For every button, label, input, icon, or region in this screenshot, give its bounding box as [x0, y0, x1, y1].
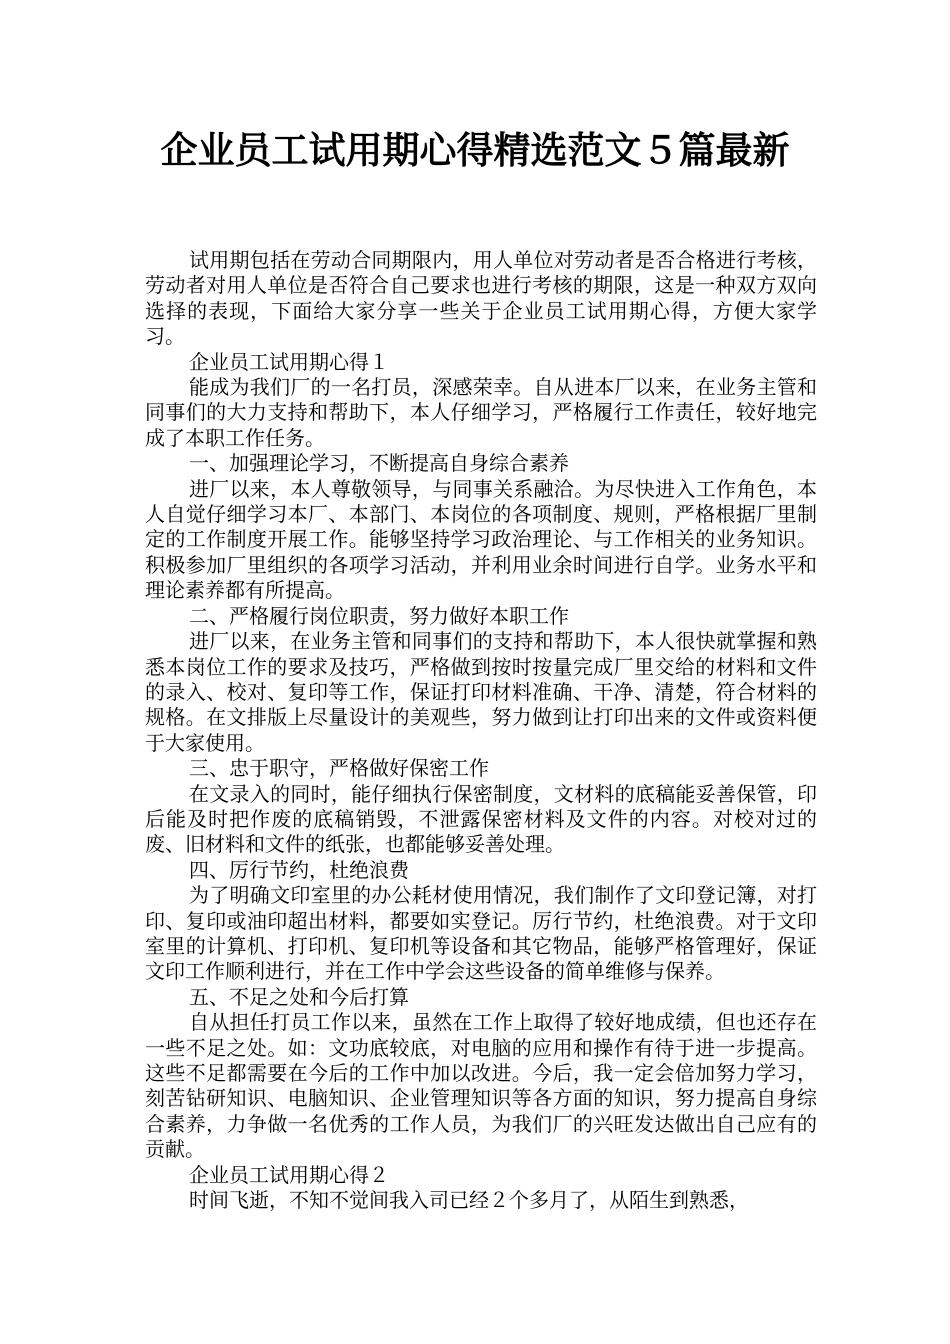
section-heading: 企业员工试用期心得２: [189, 1162, 389, 1187]
section-heading: 企业员工试用期心得１: [189, 349, 389, 374]
subsection-heading: 五、不足之处和今后打算: [189, 984, 409, 1009]
subsection-heading: 四、厉行节约，杜绝浪费: [189, 857, 409, 882]
intro-paragraph: 试用期包括在劳动合同期限内，用人单位对劳动者是否合格进行考核，劳动者对用人单位是否符合自己要求也进行考核的期限，这是一种双方双向选择的表现，下面给大家分享一些关于企业员工试用期心得，方便大家学习。: [145, 248, 817, 349]
document-title: 企业员工试用期心得精选范文５篇最新: [160, 129, 790, 172]
body-paragraph: 进厂以来，在业务主管和同事们的支持和帮助下，本人很快就掌握和熟悉本岗位工作的要求及技巧，严格做到按时按量完成厂里交给的材料和文件的录入、校对、复印等工作，保证打印材料准确、干净、清楚，符合材料的规格。在文排版上尽量设计的美观些，努力做到让打印出来的文件或资料便于大家使用。: [145, 629, 817, 755]
subsection-heading: 二、严格履行岗位职责，努力做好本职工作: [189, 603, 569, 628]
body-paragraph: 能成为我们厂的一名打员，深感荣幸。自从进本厂以来，在业务主管和同事们的大力支持和帮助下，本人仔细学习，严格履行工作责任，较好地完成了本职工作任务。: [145, 375, 817, 450]
body-paragraph: 时间飞逝，不知不觉间我入司已经２个多月了，从陌生到熟悉，: [189, 1188, 749, 1213]
subsection-heading: 一、加强理论学习，不断提高自身综合素养: [189, 451, 569, 476]
body-paragraph: 在文录入的同时，能仔细执行保密制度，文材料的底稿能妥善保管，印后能及时把作废的底稿销毁，不泄露保密材料及文件的内容。对校对过的废、旧材料和文件的纸张，也都能够妥善处理。: [145, 781, 817, 857]
body-paragraph: 为了明确文印室里的办公耗材使用情况，我们制作了文印登记簿，对打印、复印或油印超出材料，都要如实登记。厉行节约，杜绝浪费。对于文印室里的计算机、打印机、复印机等设备和其它物品，能够严格管理好，保证文印工作顺利进行，并在工作中学会这些设备的简单维修与保养。: [145, 883, 817, 984]
document-body: [145, 248, 817, 1213]
body-paragraph: 进厂以来，本人尊敬领导，与同事关系融洽。为尽快进入工作角色，本人自觉仔细学习本厂、本部门、本岗位的各项制度、规则，严格根据厂里制定的工作制度开展工作。能够坚持学习政治理论、与工作相关的业务知识。积极参加厂里组织的各项学习活动，并利用业余时间进行自学。业务水平和理论素养都有所提高。: [145, 476, 817, 603]
body-paragraph: 自从担任打员工作以来，虽然在工作上取得了较好地成绩，但也还存在一些不足之处。如：文功底较底，对电脑的应用和操作有待于进一步提高。这些不足都需要在今后的工作中加以改进。今后，我一定会倍加努力学习，刻苦钻研知识、电脑知识、企业管理知识等各方面的知识，努力提高自身综合素养，力争做一名优秀的工作人员，为我们厂的兴旺发达做出自己应有的贡献。: [145, 1010, 817, 1162]
subsection-heading: 三、忠于职守，严格做好保密工作: [189, 756, 489, 781]
